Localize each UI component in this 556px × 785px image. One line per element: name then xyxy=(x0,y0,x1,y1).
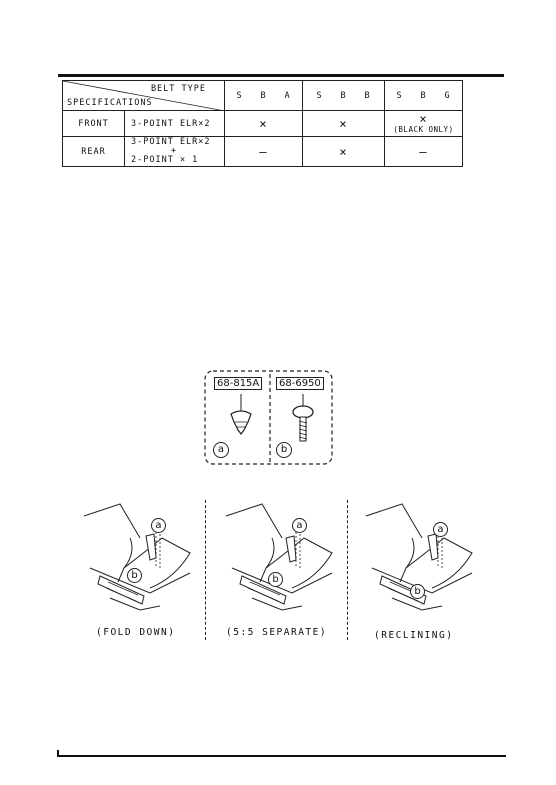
belt-spec-table xyxy=(62,80,463,167)
cell-front-sbb: × xyxy=(303,111,385,137)
col-header-sbg: S B G xyxy=(385,81,463,111)
figure-5-5-separate xyxy=(222,498,342,648)
cell-rear-sba: – xyxy=(225,137,303,167)
screw-fastener-icon xyxy=(288,394,318,446)
row-label-front: FRONT xyxy=(63,111,125,137)
table-header-diagonal xyxy=(63,81,225,111)
cell-front-sba: × xyxy=(225,111,303,137)
table-row xyxy=(63,137,463,167)
row-label-rear: REAR xyxy=(63,137,125,167)
seat-belt-reclining-illustration xyxy=(362,498,482,620)
figure-caption: (RECLINING) xyxy=(374,630,454,641)
marker-b: b xyxy=(276,442,292,458)
black-only-note: (BLACK ONLY) xyxy=(393,124,454,134)
clip-fastener-icon xyxy=(226,394,256,442)
col-header-sbb: S B B xyxy=(303,81,385,111)
top-rule xyxy=(58,74,504,77)
figure-reclining xyxy=(362,498,482,648)
cell-front-sbg xyxy=(385,111,463,137)
spec-front: 3-POINT ELR×2 xyxy=(125,111,225,137)
figure-marker-a: a xyxy=(433,522,448,537)
bottom-rule xyxy=(58,755,506,757)
belt-type-label: BELT TYPE xyxy=(150,84,206,94)
figure-caption: (FOLD DOWN) xyxy=(96,627,176,638)
col-header-sba: S B A xyxy=(225,81,303,111)
figure-marker-b: b xyxy=(127,568,142,583)
seat-belt-separate-illustration xyxy=(222,498,342,620)
cell-rear-sbg: – xyxy=(385,137,463,167)
marker-a: a xyxy=(213,442,229,458)
figure-divider xyxy=(347,500,348,640)
specifications-label: SPECIFICATIONS xyxy=(67,98,153,108)
spec-rear-line1: 3-POINT ELR×2 xyxy=(131,137,211,147)
seat-belt-fold-down-illustration xyxy=(80,498,200,620)
figure-caption: (5:5 SEPARATE) xyxy=(226,627,328,638)
figure-divider xyxy=(205,500,206,640)
figure-marker-b: b xyxy=(268,572,283,587)
spec-rear-plus: + xyxy=(171,146,178,156)
spec-rear xyxy=(125,137,225,167)
figure-marker-b: b xyxy=(410,584,425,599)
part-number-b: 68-6950 xyxy=(276,377,324,390)
figure-fold-down xyxy=(80,498,200,648)
figure-marker-a: a xyxy=(151,518,166,533)
cell-rear-sbb: × xyxy=(303,137,385,167)
cell-front-sbg-mark: × xyxy=(419,111,428,126)
part-number-a: 68-815A xyxy=(214,377,262,390)
parts-illustration xyxy=(204,370,334,466)
table-row xyxy=(63,111,463,137)
spec-rear-line2: 2-POINT × 1 xyxy=(131,155,199,165)
figure-marker-a: a xyxy=(292,518,307,533)
